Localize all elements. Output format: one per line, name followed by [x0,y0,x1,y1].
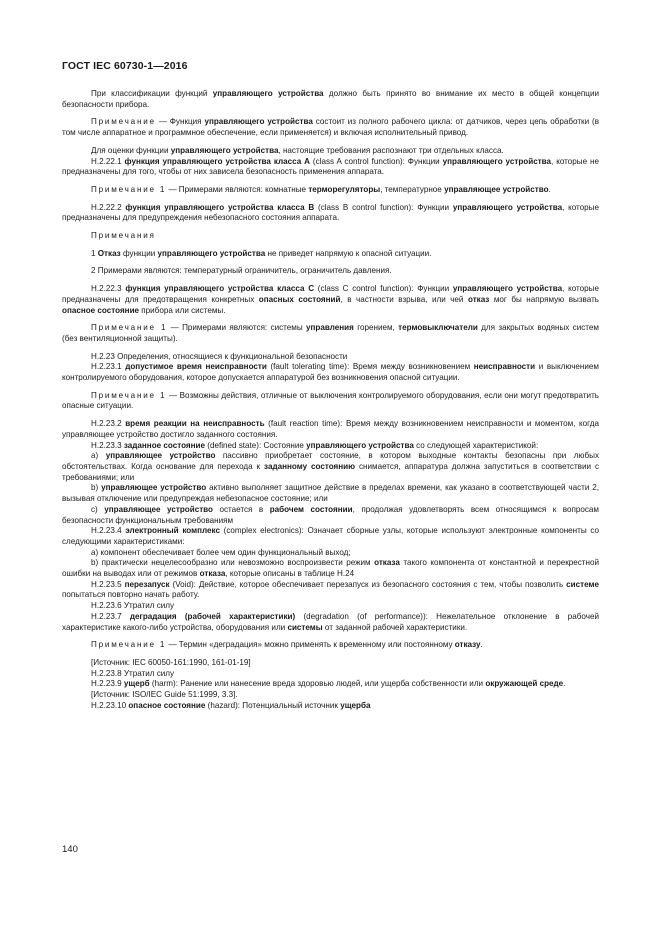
source-reference [62,658,599,669]
bold-term: время реакции на неисправность [125,419,265,429]
bold-term: управляющего устройства [442,156,552,166]
bold-term: термовыключатели [398,323,478,333]
text-run: При классификации функций [91,89,213,98]
text-run: должно быть принято во внимание их место в общей концепции безопасности прибора. [62,89,599,109]
document-page [62,60,599,711]
bold-term: ущерба [340,700,371,710]
text-run: , настоящие требования распознают три отдельных класса. [278,145,504,155]
bold-term: функция управляющего устройства класса B [125,202,315,212]
text-run: Н.2.23.4 [91,526,126,536]
text-run: b) [91,483,102,493]
paragraph [62,146,599,157]
bold-term: системе [566,579,599,589]
text-run: мог бы напрямую вызвать [489,294,600,304]
notes-heading [62,231,599,242]
text-run: [Источник: ISO/IEC Guide 51:1999, 3.3]. [91,690,238,700]
definition [62,419,599,440]
bold-term: перезапуск [124,579,170,589]
definition [62,580,599,601]
bold-term: отказ [467,294,490,304]
note [62,323,599,344]
note [62,391,599,412]
text-run: (class C control function): Функции [314,284,453,294]
text-run: Примечание 1 [91,640,167,650]
text-run: Н.2.23.2 [91,419,126,429]
bold-term: управляющее устройство [444,184,549,194]
bold-term: системы [287,622,323,632]
text-run: Н.2.23.3 [91,440,124,450]
text-run: Примечание 1 [91,184,167,194]
text-run: [Источник: IEC 60050-161:1990, 161-01-19] [91,657,251,667]
list-item [62,505,599,526]
list-item [62,558,599,579]
text-run: — Функция [155,117,205,127]
text-run: . [480,640,483,650]
text-run: (degradation (of performance)): Нежелательное отклонение в рабочей характеристике какого-либо устройства, оборудования или [62,611,599,632]
list-item [62,483,599,504]
bold-term: управляющего устройства [306,440,414,450]
text-run: 1 [91,248,98,258]
bold-term: управляющее устройство [104,504,213,514]
text-run: a) компонент обеспечивает более чем один функциональный выход; [91,547,351,557]
bold-term: управления [306,323,354,333]
bold-term: управляющего устройства [452,284,563,294]
text-run: (class B control function): Функции [314,202,453,212]
text-run: , которые не предназначены для того, чтобы от них зависела безопасность применения аппарата. [62,156,599,177]
bold-term: ущерб [123,679,150,689]
bold-term: окружающей среде [485,679,564,689]
text-run: 2 Примерами являются: температурный ограничитель, ограничитель давления. [91,266,392,276]
text-run: (defined state): Состояние [205,440,307,450]
text-run: снимается, аппаратура должна запуститься в соответствии с требованиями; или [62,461,599,482]
definition [62,612,599,633]
text-run: пассивно приобретает состояние, в котором выходные контакты безопасны при любых обстоятельствах. Когда основание для перехода к [62,451,600,471]
bold-term: управляющего устройства [204,117,313,127]
text-run: , температурное [380,184,445,194]
text-run: (fault reaction time): Время между возникновением неисправности и моментом, когда управляющее устройство достигло заданного состояния. [62,419,599,439]
text-run: Н.2.23.1 [91,362,126,372]
text-run: не приведет напрямую к опасной ситуации. [265,248,432,258]
text-run: — Примерами являются: системы [167,323,307,333]
text-run: — Возможны действия, отличные от выключения контролируемого оборудования, если они могут предотвратить опасные ситуации. [62,390,599,411]
definition [62,526,599,547]
text-run: , которые предназначены для предотвращения конкретных [62,284,599,304]
definition [62,203,599,224]
text-run: . [563,679,566,689]
note [62,185,599,196]
text-run: Н.2.23.7 [91,611,130,621]
bold-term: отказу [454,640,481,650]
definition [62,669,599,680]
bold-term: управляющее устройство [101,483,207,493]
note-item [62,249,599,260]
bold-term: опасных состояний [258,294,341,304]
bold-term: управляющего устройства [170,145,279,155]
text-run: Для оценки функции [91,145,171,155]
text-run: , которые предназначены для предупреждения небезопасного состояния аппарата. [62,202,599,223]
document-body [62,89,599,711]
text-run: Примечание 1 [91,390,167,400]
text-run: c) [91,504,105,514]
text-run: , продолжая удовлетворять всем относящимся к вопросам безопасности функциональным требованиям [62,504,599,525]
text-run: Примечание 1 [91,323,168,333]
text-run: Примечание [91,117,156,127]
text-run: — Примерами являются: комнатные [166,184,309,194]
text-run: , которые описаны в таблице Н.24 [225,569,355,579]
source-reference [62,690,599,701]
text-run: такого компонента от константной и перекрестной ошибки на выводах или от режимов [62,558,599,579]
text-run: Н.2.23.5 [91,579,125,589]
bold-term: функция управляющего устройства класса C [125,284,315,294]
text-run: (harm): Ранение или нанесение вреда здоровью людей, или ущерба собственности или [149,679,486,689]
page-number: 140 [62,844,78,855]
bold-term: управляющего устройства [212,89,324,98]
bold-term: отказа [199,569,226,579]
text-run: остается в [212,504,270,514]
section-heading [62,352,599,363]
text-run: Н.2.23.6 Утратил силу [91,601,175,611]
definition [62,601,599,612]
note-item [62,266,599,277]
definition [62,362,599,383]
text-run: активно выполняет защитное действие в пределах времени, как указано в соответствующей части 2, вызывая отключение или предупреждая небезопасное состояние; или [62,483,600,504]
note [62,640,599,651]
text-run: (class A control function): Функции [310,156,443,166]
definition [62,441,599,452]
bold-term: деградация (рабочей характеристики) [129,611,296,621]
text-run: от заданной рабочей характеристики. [322,622,468,632]
text-run: состоит из полного рабочего цикла: от датчиков, через цепь обработки (в том числе аппаратное и программное обеспечение, если применяется) и включая исполнительный привод. [62,117,600,138]
text-run: и выключением контролируемого оборудования, которое допускается аппаратурой без возникновения опасной ситуации. [62,362,599,383]
bold-term: электронный комплекс [125,526,220,536]
text-run: Н.2.23.10 [91,700,129,710]
text-run: b) практически нецелесообразно или невозможно воспроизвести режим [91,558,375,568]
text-run: (complex electronics): Означает сборные узлы, которые используют электронные компоненты со следующими характеристиками: [62,526,599,546]
document-header: ГОСТ IEC 60730-1—2016 [62,60,188,72]
list-item [62,548,599,559]
text-run: Н.2.23.9 [91,679,124,689]
bold-term: опасное состояние [62,305,140,315]
list-item [62,451,599,483]
paragraph [62,89,599,110]
text-run: Примечания [91,231,156,241]
text-run: (Void): Действие, которое обеспечивает перезапуск из безопасного состояния с тем, чтобы позволить [169,579,567,589]
bold-term: управляющее устройство [105,451,216,461]
bold-term: заданное состояние [123,440,206,450]
text-run: — Термин «деградация» можно применять к временному или постоянному [166,640,455,650]
bold-term: терморегуляторы [308,184,381,194]
note [62,117,599,138]
text-run: со следующей характеристикой: [413,440,539,450]
text-run: Н.2.23 Определения, относящиеся к функциональной безопасности [91,351,348,361]
definition [62,284,599,316]
bold-term: функция управляющего устройства класса A [124,156,310,166]
bold-term: неисправности [473,362,536,372]
text-run: горением, [353,323,399,333]
definition [62,157,599,178]
text-run: функции [120,248,158,258]
bold-term: опасное состояние [128,700,206,710]
text-run: для закрытых водяных систем (без вентиляционной защиты). [62,323,599,343]
bold-term: управляющего устройства [157,248,266,258]
bold-term: отказа [374,558,400,568]
definition [62,679,599,690]
text-run: , в частности взрыва, или чей [340,294,468,304]
text-run: Н.2.22.3 [91,284,126,294]
bold-term: управляющего устройства [452,202,563,212]
text-run: прибора или системы. [139,305,226,315]
bold-term: рабочем состоянии [269,504,353,514]
text-run: Н.2.22.2 [91,202,126,212]
definition [62,701,599,712]
text-run: попытаться повторно начать работу. [62,590,200,600]
text-run: a) [91,451,106,461]
bold-term: заданному состоянию [264,461,356,471]
text-run: Н.2.22.1 [91,156,125,166]
text-run: (hazard): Потенциальный источник [205,700,341,710]
text-run: . [548,184,551,194]
text-run: Н.2.23.8 Утратил силу [91,668,175,678]
bold-term: допустимое время неисправности [125,362,267,372]
bold-term: Отказ [97,248,121,258]
text-run: (fault tolerating time): Время между возникновением [266,362,474,372]
